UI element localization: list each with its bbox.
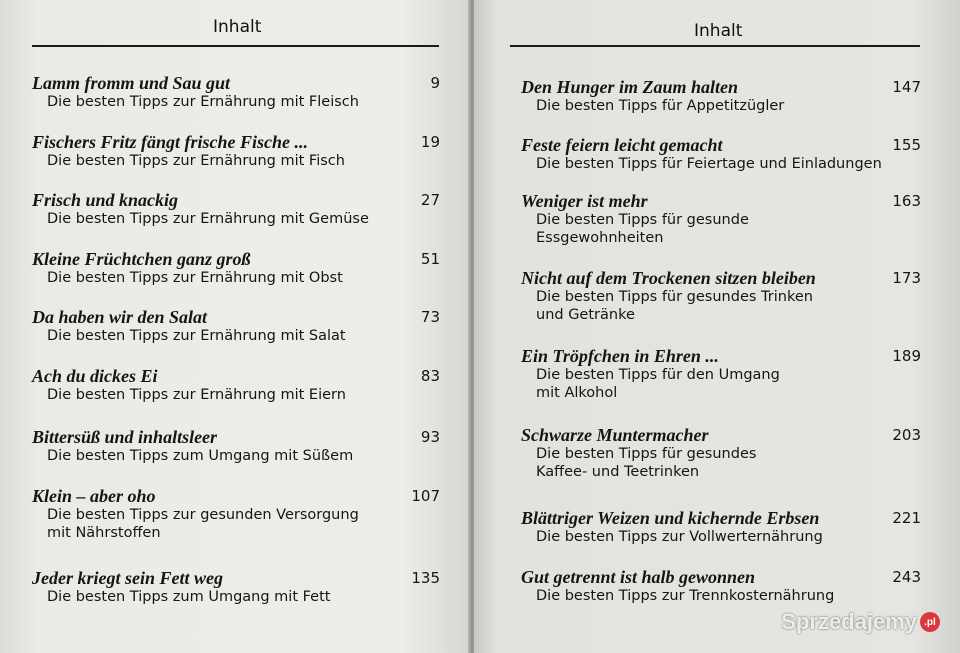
toc-entry: [32, 427, 440, 465]
toc-entry-page-number: 73: [420, 308, 440, 326]
toc-entry-page-number: 203: [892, 426, 921, 444]
toc-entry-title: Blättriger Weizen und kichernde Erbsen: [521, 508, 820, 528]
toc-entry: [521, 77, 921, 115]
toc-entry-page-number: 189: [892, 347, 921, 365]
toc-entry-page-number: 243: [892, 568, 921, 586]
toc-entry-subtitle: Die besten Tipps zur gesunden Versorgung: [47, 507, 359, 523]
toc-entry-page-number: 9: [430, 74, 440, 92]
toc-entry-subtitle: Die besten Tipps zur Ernährung mit Eiern: [47, 387, 346, 403]
toc-entry-subtitle: Die besten Tipps für Feiertage und Einladungen: [536, 156, 882, 172]
toc-entry-page-number: 147: [892, 78, 921, 96]
toc-entry-title: Weniger ist mehr: [521, 191, 648, 211]
toc-entry-page-number: 221: [892, 509, 921, 527]
toc-entry-subtitle: mit Alkohol: [536, 385, 618, 401]
toc-entry-subtitle: Kaffee- und Teetrinken: [536, 464, 700, 480]
toc-entry-page-number: 173: [892, 269, 921, 287]
toc-entry-title: Kleine Früchtchen ganz groß: [32, 249, 251, 269]
toc-entry-subtitle: Essgewohnheiten: [536, 230, 664, 246]
toc-entry-subtitle: Die besten Tipps zur Ernährung mit Salat: [47, 328, 346, 344]
toc-entry-title: Jeder kriegt sein Fett weg: [32, 568, 223, 588]
watermark-suffix: .pl: [920, 612, 940, 632]
toc-entry-page-number: 163: [892, 192, 921, 210]
toc-entry-page-number: 83: [420, 367, 440, 385]
toc-entry-title: Da haben wir den Salat: [32, 307, 208, 327]
left-header-rule: [32, 45, 439, 47]
left-page: [0, 0, 470, 653]
toc-entry-title: Nicht auf dem Trockenen sitzen bleiben: [521, 268, 816, 288]
toc-entry-title: Frisch und knackig: [32, 190, 179, 210]
toc-entry: [521, 268, 921, 324]
toc-entry: [32, 307, 440, 345]
toc-entry-subtitle: Die besten Tipps für gesundes Trinken: [536, 289, 813, 305]
right-page: [474, 0, 960, 653]
toc-entry-title: Lamm fromm und Sau gut: [32, 73, 231, 93]
toc-entry-title: Gut getrennt ist halb gewonnen: [521, 567, 756, 587]
toc-entry: [521, 191, 921, 247]
toc-entry-title: Klein – aber oho: [32, 486, 156, 506]
toc-entry-title: Den Hunger im Zaum halten: [521, 77, 739, 97]
toc-entry: [521, 425, 921, 481]
toc-entry-subtitle: und Getränke: [536, 307, 635, 323]
toc-entry-subtitle: Die besten Tipps zum Umgang mit Süßem: [47, 448, 354, 464]
toc-entry-subtitle: Die besten Tipps zur Trennkosternährung: [536, 588, 835, 604]
toc-entry: [32, 190, 440, 228]
toc-entry: [521, 508, 921, 546]
toc-entry: [521, 346, 921, 402]
toc-entry-page-number: 93: [420, 428, 440, 446]
toc-entry: [32, 568, 440, 606]
right-page-header: Inhalt: [694, 21, 743, 41]
toc-entry-subtitle: Die besten Tipps zur Ernährung mit Fisch: [47, 153, 345, 169]
toc-entry-page-number: 51: [420, 250, 440, 268]
toc-entry-subtitle: Die besten Tipps für den Umgang: [536, 367, 780, 383]
watermark-text: Sprzedajemy: [781, 609, 917, 634]
toc-entry: [521, 135, 921, 173]
toc-entry-page-number: 19: [420, 133, 440, 151]
toc-entry: [32, 486, 440, 542]
toc-entry: [32, 366, 440, 404]
toc-entry-title: Ein Tröpfchen in Ehren ...: [521, 346, 719, 366]
toc-entry-subtitle: Die besten Tipps für Appetitzügler: [536, 98, 785, 114]
toc-entry-subtitle: Die besten Tipps zur Ernährung mit Fleisch: [47, 94, 359, 110]
toc-entry-subtitle: Die besten Tipps zur Vollwerternährung: [536, 529, 823, 545]
toc-entry-subtitle: Die besten Tipps für gesundes: [536, 446, 757, 462]
toc-entry-subtitle: Die besten Tipps für gesunde: [536, 212, 749, 228]
toc-entry-title: Ach du dickes Ei: [32, 366, 158, 386]
left-page-header: Inhalt: [213, 17, 262, 37]
right-header-rule: [510, 45, 920, 47]
toc-entry-subtitle: Die besten Tipps zum Umgang mit Fett: [47, 589, 331, 605]
toc-entry: [521, 567, 921, 605]
toc-entry-page-number: 107: [411, 487, 440, 505]
toc-entry-title: Bittersüß und inhaltsleer: [32, 427, 218, 447]
watermark-logo: [781, 609, 940, 635]
toc-entry-subtitle: Die besten Tipps zur Ernährung mit Gemüse: [47, 211, 369, 227]
toc-entry-page-number: 27: [420, 191, 440, 209]
toc-entry: [32, 73, 440, 111]
toc-entry-title: Fischers Fritz fängt frische Fische ...: [32, 132, 309, 152]
toc-entry-subtitle: mit Nährstoffen: [47, 525, 161, 541]
toc-entry-page-number: 155: [892, 136, 921, 154]
toc-entry-title: Schwarze Muntermacher: [521, 425, 709, 445]
toc-entry-subtitle: Die besten Tipps zur Ernährung mit Obst: [47, 270, 343, 286]
toc-entry-title: Feste feiern leicht gemacht: [521, 135, 723, 155]
toc-entry: [32, 249, 440, 287]
toc-entry-page-number: 135: [411, 569, 440, 587]
toc-entry: [32, 132, 440, 170]
